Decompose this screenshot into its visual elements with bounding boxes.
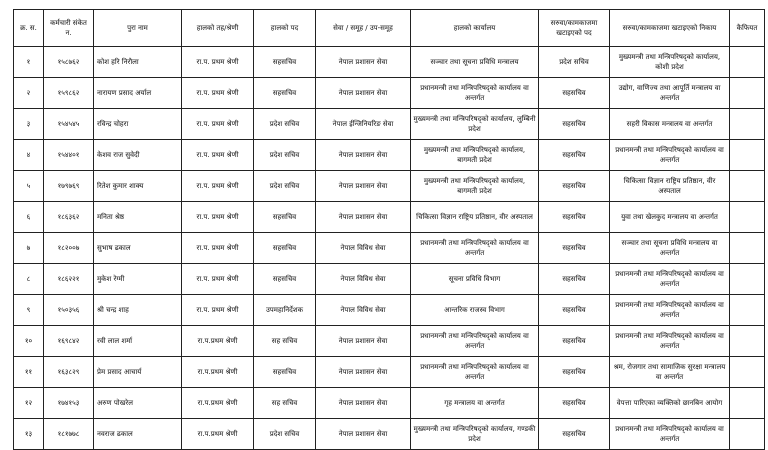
cell-code: १८२००७	[44, 233, 94, 264]
table-row	[14, 295, 765, 326]
header-row	[14, 10, 765, 47]
cell-new-agency: प्रधानमन्त्री तथा मन्त्रिपरिषद्को कार्यालय वा अन्तर्गत	[610, 419, 730, 450]
cell-code: १८६३६२	[44, 202, 94, 233]
cell-service: नेपाल प्रशासन सेवा	[316, 388, 411, 419]
cell-post: उपमहानिर्देशक	[254, 295, 316, 326]
cell-sn: ८	[14, 264, 44, 295]
cell-level: रा.प.प्रथम श्रेणी	[182, 357, 254, 388]
header-level: हालको तह/श्रेणी	[182, 10, 254, 47]
cell-code: १६३८२९	[44, 357, 94, 388]
header-new-post: सरुवा/कामकाजमा खटाइएको पद	[539, 10, 610, 47]
cell-code: १८६२२१	[44, 264, 94, 295]
table-row	[14, 326, 765, 357]
cell-office: मुख्यमन्त्री तथा मन्त्रिपरिषद्को कार्यालय, लुम्बिनी प्रदेश	[411, 109, 539, 140]
cell-office: मुख्यमन्त्री तथा मन्त्रिपरिषद्को कार्यालय, बागमती प्रदेश	[411, 140, 539, 171]
cell-name: श्री चन्द्र शाह	[94, 295, 182, 326]
cell-office: सञ्चार तथा सूचना प्रविधि मन्त्रालय	[411, 47, 539, 78]
cell-remarks	[730, 388, 765, 419]
cell-service: नेपाल ईन्जिनियरिङ सेवा	[316, 109, 411, 140]
cell-new-post: सहसचिव	[539, 264, 610, 295]
cell-office: सूचना प्रविधि विभाग	[411, 264, 539, 295]
table-row	[14, 357, 765, 388]
cell-name: अरुण पोखरेल	[94, 388, 182, 419]
cell-new-agency: प्रधानमन्त्री तथा मन्त्रिपरिषद्को कार्यालय वा अन्तर्गत	[610, 326, 730, 357]
cell-service: नेपाल प्रशासन सेवा	[316, 140, 411, 171]
cell-service: नेपाल प्रशासन सेवा	[316, 47, 411, 78]
cell-level: रा.प. प्रथम श्रेणी	[182, 109, 254, 140]
table-row	[14, 419, 765, 450]
cell-new-post: सहसचिव	[539, 202, 610, 233]
cell-code: १७४१५३	[44, 388, 94, 419]
table-row	[14, 109, 765, 140]
cell-level: रा.प. प्रथम श्रेणी	[182, 233, 254, 264]
cell-code: १५०३५६	[44, 295, 94, 326]
cell-new-agency: उद्योग, वाणिज्य तथा आपूर्ति मन्त्रालय वा अन्तर्गत	[610, 78, 730, 109]
cell-sn: १	[14, 47, 44, 78]
cell-service: नेपाल प्रशासन सेवा	[316, 326, 411, 357]
cell-level: रा.प. प्रथम श्रेणी	[182, 47, 254, 78]
cell-post: सह सचिव	[254, 388, 316, 419]
cell-sn: ११	[14, 357, 44, 388]
cell-code: १५४४०१	[44, 140, 94, 171]
cell-new-post: सहसचिव	[539, 109, 610, 140]
cell-sn: ७	[14, 233, 44, 264]
cell-office: प्रधानमन्त्री तथा मन्त्रिपरिषद्को कार्यालय वा अन्तर्गत	[411, 233, 539, 264]
header-service: सेवा / समूह / उप-समूह	[316, 10, 411, 47]
cell-sn: ५	[14, 171, 44, 202]
header-sn: क्र. स.	[14, 10, 44, 47]
cell-service: नेपाल प्रशासन सेवा	[316, 357, 411, 388]
cell-remarks	[730, 109, 765, 140]
cell-name: कोश हरि निरौला	[94, 47, 182, 78]
cell-post: सहसचिव	[254, 202, 316, 233]
cell-sn: १३	[14, 419, 44, 450]
cell-post: प्रदेश सचिव	[254, 140, 316, 171]
cell-new-post: सहसचिव	[539, 233, 610, 264]
cell-service: नेपाल प्रशासन सेवा	[316, 78, 411, 109]
table-row	[14, 264, 765, 295]
cell-post: सहसचिव	[254, 47, 316, 78]
cell-new-post: सहसचिव	[539, 171, 610, 202]
cell-office: प्रधानमन्त्री तथा मन्त्रिपरिषद्को कार्यालय वा अन्तर्गत	[411, 326, 539, 357]
cell-remarks	[730, 202, 765, 233]
cell-remarks	[730, 171, 765, 202]
cell-name: रितेश कुमार शाक्य	[94, 171, 182, 202]
transfer-table	[13, 9, 765, 450]
cell-new-agency: प्रधानमन्त्री तथा मन्त्रिपरिषद्को कार्यालय वा अन्तर्गत	[610, 140, 730, 171]
header-office: हालको कार्यालय	[411, 10, 539, 47]
header-remarks: कैफियत	[730, 10, 765, 47]
cell-code: १५९८६२	[44, 78, 94, 109]
cell-name: केशव राज सुवेदी	[94, 140, 182, 171]
cell-remarks	[730, 233, 765, 264]
cell-sn: ९	[14, 295, 44, 326]
cell-service: नेपाल विविध सेवा	[316, 264, 411, 295]
cell-sn: ३	[14, 109, 44, 140]
cell-name: मनिता श्रेष्ठ	[94, 202, 182, 233]
cell-service: नेपाल प्रशासन सेवा	[316, 202, 411, 233]
cell-new-agency: मुख्यमन्त्री तथा मन्त्रिपरिषद्को कार्यालय, कोशी प्रदेश	[610, 47, 730, 78]
cell-new-agency: सञ्चार तथा सूचना प्रविधि मन्त्रालय वा अन्तर्गत	[610, 233, 730, 264]
table-row	[14, 388, 765, 419]
cell-post: सहसचिव	[254, 357, 316, 388]
cell-office: मुख्यमन्त्री तथा मन्त्रिपरिषद्को कार्यालय, गण्डकी प्रदेश	[411, 419, 539, 450]
cell-level: रा.प. प्रथम श्रेणी	[182, 78, 254, 109]
cell-code: १८१७७८	[44, 419, 94, 450]
cell-sn: १२	[14, 388, 44, 419]
header-name: पुरा नाम	[94, 10, 182, 47]
cell-code: १५४५४५	[44, 109, 94, 140]
cell-sn: १०	[14, 326, 44, 357]
cell-level: रा.प. प्रथम श्रेणी	[182, 264, 254, 295]
table-row	[14, 202, 765, 233]
cell-new-agency: युवा तथा खेलकुद मन्त्रालय वा अन्तर्गत	[610, 202, 730, 233]
cell-service: नेपाल प्रशासन सेवा	[316, 171, 411, 202]
cell-service: नेपाल प्रशासन सेवा	[316, 419, 411, 450]
cell-new-post: प्रदेश सचिव	[539, 47, 610, 78]
cell-new-agency: चिकित्सा विज्ञान राष्ट्रिय प्रतिष्ठान, वीर अस्पताल	[610, 171, 730, 202]
cell-new-post: सहसचिव	[539, 295, 610, 326]
cell-new-post: सहसचिव	[539, 78, 610, 109]
header-new-agency: सरुवा/कामकाजमा खटाइएको निकाय	[610, 10, 730, 47]
cell-office: गृह मन्त्रालय वा अन्तर्गत	[411, 388, 539, 419]
table-row	[14, 47, 765, 78]
cell-post: सहसचिव	[254, 78, 316, 109]
cell-level: रा.प. प्रथम श्रेणी	[182, 171, 254, 202]
cell-name: नवराज ढकाल	[94, 419, 182, 450]
cell-service: नेपाल विविध सेवा	[316, 295, 411, 326]
cell-office: प्रधानमन्त्री तथा मन्त्रिपरिषद्को कार्यालय वा अन्तर्गत	[411, 357, 539, 388]
cell-office: चिकित्सा विज्ञान राष्ट्रिय प्रतिष्ठान, वीर अस्पताल	[411, 202, 539, 233]
cell-remarks	[730, 264, 765, 295]
cell-post: प्रदेश सचिव	[254, 419, 316, 450]
cell-level: रा.प.प्रथम श्रेणी	[182, 326, 254, 357]
cell-code: १७९७६९	[44, 171, 94, 202]
cell-post: सहसचिव	[254, 264, 316, 295]
cell-level: रा.प. प्रथम श्रेणी	[182, 202, 254, 233]
header-post: हालको पद	[254, 10, 316, 47]
cell-new-agency: श्रम, रोजगार तथा सामाजिक सुरक्षा मन्त्रालय वा अन्तर्गत	[610, 357, 730, 388]
cell-office: आन्तरिक राजस्व विभाग	[411, 295, 539, 326]
cell-name: रविन्द्र चोहरा	[94, 109, 182, 140]
cell-remarks	[730, 47, 765, 78]
table-row	[14, 78, 765, 109]
cell-service: नेपाल विविध सेवा	[316, 233, 411, 264]
cell-name: मुकेश रेग्मी	[94, 264, 182, 295]
table-row	[14, 140, 765, 171]
cell-new-post: सहसचिव	[539, 326, 610, 357]
cell-new-post: सहसचिव	[539, 357, 610, 388]
cell-remarks	[730, 295, 765, 326]
cell-post: प्रदेश सचिव	[254, 171, 316, 202]
cell-level: रा.प. प्रथम श्रेणी	[182, 140, 254, 171]
header-code: कर्मचारी संकेत न.	[44, 10, 94, 47]
cell-sn: ४	[14, 140, 44, 171]
cell-post: सह सचिव	[254, 326, 316, 357]
cell-post: प्रदेश सचिव	[254, 109, 316, 140]
cell-code: १५८७६२	[44, 47, 94, 78]
cell-remarks	[730, 140, 765, 171]
cell-code: १६९८४२	[44, 326, 94, 357]
cell-remarks	[730, 357, 765, 388]
cell-level: रा.प. प्रथम श्रेणी	[182, 295, 254, 326]
cell-sn: ६	[14, 202, 44, 233]
cell-office: प्रधानमन्त्री तथा मन्त्रिपरिषद्को कार्यालय वा अन्तर्गत	[411, 78, 539, 109]
table-row	[14, 171, 765, 202]
cell-new-agency: प्रधानमन्त्री तथा मन्त्रिपरिषद्को कार्यालय वा अन्तर्गत	[610, 295, 730, 326]
cell-new-post: सहसचिव	[539, 140, 610, 171]
cell-new-post: सहसचिव	[539, 388, 610, 419]
cell-office: मुख्यमन्त्री तथा मन्त्रिपरिषद्को कार्यालय, बागमती प्रदेश	[411, 171, 539, 202]
cell-name: प्रेम प्रसाद आचार्य	[94, 357, 182, 388]
cell-new-post: सहसचिव	[539, 419, 610, 450]
cell-new-agency: सहरी विकास मन्त्रालय वा अन्तर्गत	[610, 109, 730, 140]
cell-new-agency: प्रधानमन्त्री तथा मन्त्रिपरिषद्को कार्यालय वा अन्तर्गत	[610, 264, 730, 295]
cell-post: सहसचिव	[254, 233, 316, 264]
cell-remarks	[730, 326, 765, 357]
cell-remarks	[730, 419, 765, 450]
cell-sn: २	[14, 78, 44, 109]
cell-remarks	[730, 78, 765, 109]
cell-name: रवी लाल शर्मा	[94, 326, 182, 357]
cell-new-agency: वेपत्ता पारिएका व्यक्तिको छानबिन आयोग	[610, 388, 730, 419]
cell-name: नारायण प्रसाद अर्याल	[94, 78, 182, 109]
cell-level: रा.प.प्रथम श्रेणी	[182, 419, 254, 450]
table-row	[14, 233, 765, 264]
cell-level: रा.प.प्रथम श्रेणी	[182, 388, 254, 419]
cell-name: सुभाष ढकाल	[94, 233, 182, 264]
